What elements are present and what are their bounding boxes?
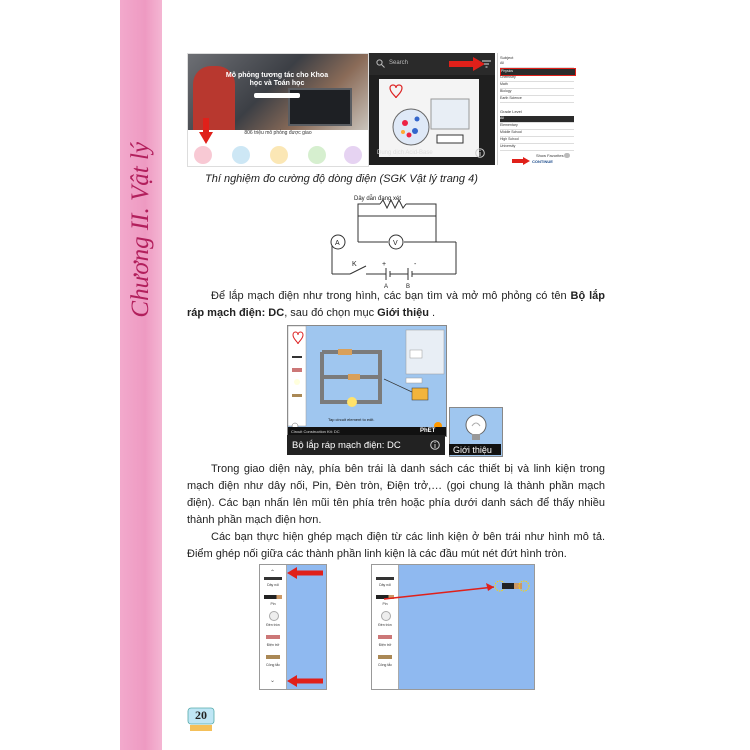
toolbox-item-battery[interactable]: Pin bbox=[382, 602, 388, 606]
chevron-up-icon[interactable]: ⌃ bbox=[270, 570, 276, 576]
toolbox-item-battery[interactable]: Pin bbox=[270, 602, 276, 606]
show-favorites-label: Show Favorites bbox=[536, 153, 564, 158]
subject-option[interactable]: Biology bbox=[500, 89, 574, 96]
hero-button[interactable] bbox=[254, 93, 300, 98]
search-input[interactable]: Search bbox=[389, 60, 409, 66]
category-math-icon[interactable] bbox=[270, 146, 288, 164]
drag-battery-screenshot bbox=[371, 564, 535, 690]
cck-screenshot bbox=[287, 325, 447, 437]
toolbox-item-resistor[interactable]: Điện trở bbox=[266, 643, 280, 647]
filter-icon[interactable] bbox=[482, 60, 491, 68]
terminal-b-label: B bbox=[406, 284, 411, 290]
toolbox-item-wire[interactable]: Dây nối bbox=[267, 583, 279, 587]
grade-option-selected[interactable]: All bbox=[500, 116, 574, 123]
circuit-diagram bbox=[322, 194, 462, 290]
phet-logo: PhET bbox=[420, 428, 436, 434]
figure-caption: Thí nghiệm đo cường độ dòng điện (SGK Vật lý trang 4) bbox=[205, 173, 478, 185]
info-icon[interactable] bbox=[475, 148, 485, 158]
favorites-toggle[interactable] bbox=[564, 153, 570, 158]
component-toolbox bbox=[260, 565, 287, 689]
category-chemistry-icon[interactable] bbox=[232, 146, 250, 164]
minus-terminal: - bbox=[414, 261, 417, 268]
subject-option[interactable]: Chemistry bbox=[500, 75, 574, 82]
phet-filter-screenshot bbox=[497, 53, 590, 165]
continue-button[interactable]: CONTINUE bbox=[532, 159, 553, 164]
toolbox-item-switch[interactable]: Công tắc bbox=[265, 663, 280, 667]
category-earth-icon[interactable] bbox=[308, 146, 326, 164]
hero-photo bbox=[188, 54, 368, 130]
toolbox-item-switch[interactable]: Công tắc bbox=[377, 663, 392, 667]
subject-option[interactable]: Earth Science bbox=[500, 96, 574, 103]
search-icon bbox=[376, 59, 385, 68]
switch-label: K bbox=[352, 261, 357, 268]
subject-option-selected[interactable]: Physics bbox=[500, 68, 576, 76]
info-icon[interactable] bbox=[430, 440, 440, 450]
sim-name-bold: Bộ lắp ráp mạch điện: DC bbox=[187, 290, 605, 319]
para-text: , sau đó chọn mục bbox=[284, 307, 378, 319]
grade-option[interactable]: High School bbox=[500, 137, 574, 144]
sim-title: Dung dịch Acid-Base bbox=[377, 150, 433, 156]
grade-label: Grade Level bbox=[500, 109, 522, 114]
plus-terminal: + bbox=[382, 261, 387, 268]
chevron-down-icon[interactable]: ⌄ bbox=[270, 678, 276, 684]
subject-label: Subject bbox=[500, 55, 514, 60]
toolbox-item-bulb[interactable]: Đèn tròn bbox=[266, 623, 280, 627]
intro-bold: Giới thiệu bbox=[377, 307, 429, 319]
subject-option[interactable]: All bbox=[500, 61, 574, 68]
terminal-a-label: A bbox=[384, 284, 389, 290]
toolbox-screenshot bbox=[259, 564, 327, 690]
sim-card[interactable] bbox=[379, 79, 479, 157]
sim-count-text: 806 triệu mô phỏng được giao bbox=[244, 130, 312, 136]
toolbox-item-bulb[interactable]: Đèn tròn bbox=[378, 623, 392, 627]
subject-option[interactable]: Math bbox=[500, 82, 574, 89]
category-physics-icon[interactable] bbox=[194, 146, 212, 164]
chapter-title: Chương II. Vật lý bbox=[127, 142, 154, 318]
description-paragraph: Trong giao diện này, phía bên trái là danh sách các thiết bị và linh kiện trong mạch điện như dây nối, Pin, Đèn tròn, Điện trở,… (gọi chung là thành phần mạch điện). Các bạn nhấn lên mũi tên phía trên hoặc phía dưới danh sách để thấy nhiều thành phần mạch điện hơn. bbox=[187, 463, 605, 526]
grade-option[interactable]: Middle School bbox=[500, 130, 574, 137]
voltmeter-symbol: V bbox=[393, 240, 398, 247]
cck-hint: Tap circuit element to edit. bbox=[328, 417, 375, 422]
red-arrow-left-icon bbox=[287, 675, 323, 687]
wire-label: Dây dẫn đang xét bbox=[354, 196, 402, 202]
category-biology-icon[interactable] bbox=[344, 146, 362, 164]
assembly-paragraph: Các bạn thực hiện ghép mạch điện từ các linh kiện ở bên trái như hình mô tả. Điểm ghép nối giữa các thành phần linh kiện là các đầu mút nét đứt hình tròn. bbox=[187, 531, 605, 560]
ammeter-symbol: A bbox=[335, 240, 340, 247]
cck-footer: Circuit Construction Kit: DC bbox=[291, 429, 340, 434]
instruction-paragraph bbox=[187, 288, 605, 322]
phet-home-screenshot bbox=[187, 53, 369, 167]
intro-label: Giới thiệu bbox=[453, 445, 492, 455]
grade-option[interactable]: University bbox=[500, 144, 574, 151]
red-arrow-down-icon bbox=[199, 118, 213, 144]
drag-path bbox=[382, 579, 532, 609]
para-text: Để lắp mạch điện như trong hình, các bạn tìm và mở mô phỏng có tên bbox=[211, 290, 571, 302]
cck-title: Bộ lắp ráp mạch điện: DC bbox=[292, 440, 401, 451]
phet-search-screenshot bbox=[369, 53, 495, 165]
grade-option[interactable]: Elementary bbox=[500, 123, 574, 130]
red-arrow-left-icon bbox=[287, 567, 323, 579]
hero-title: Mô phỏng tương tác cho Khoa học và Toán học bbox=[225, 72, 329, 87]
para-text: . bbox=[428, 307, 436, 319]
toolbox-item-wire[interactable]: Dây nối bbox=[379, 583, 391, 587]
page-number: 20 bbox=[195, 708, 207, 722]
red-arrow-right-icon bbox=[512, 157, 530, 165]
toolbox-item-resistor[interactable]: Điện trở bbox=[378, 643, 392, 647]
